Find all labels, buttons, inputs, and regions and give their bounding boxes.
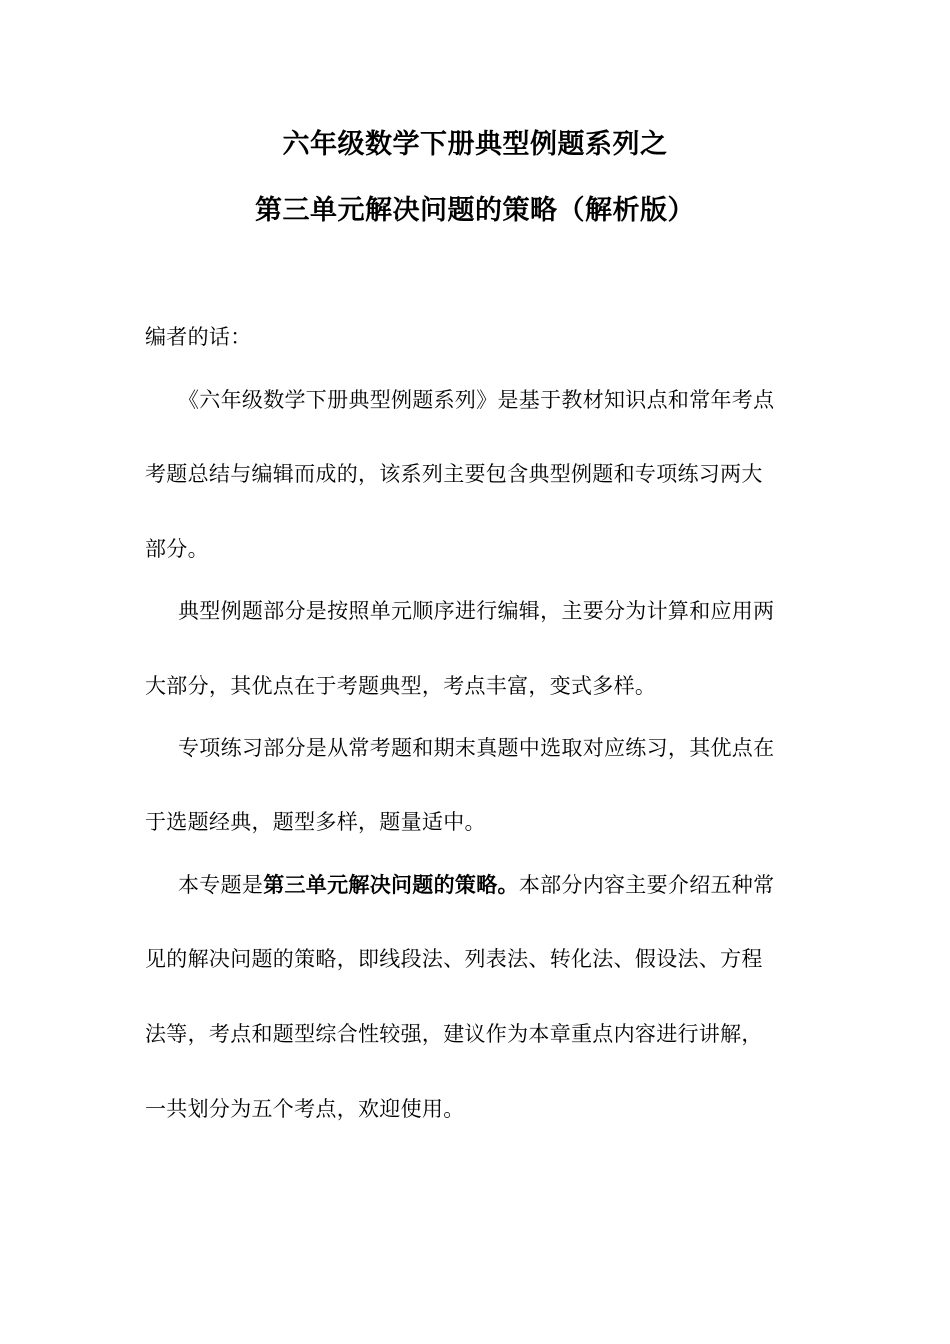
- document-title-line-1: 六年级数学下册典型例题系列之: [282, 129, 668, 160]
- paragraph-4-intro-text: 本专题是: [178, 873, 264, 897]
- paragraph-4-line-2: 见的解决问题的策略，即线段法、列表法、转化法、假设法、方程: [145, 947, 763, 971]
- paragraph-4-continuation-text: 本部分内容主要介绍五种常: [518, 873, 775, 897]
- paragraph-3-line-1: 专项练习部分是从常考题和期末真题中选取对应练习，其优点在: [178, 736, 775, 760]
- document-title-line-2: 第三单元解决问题的策略（解析版）: [255, 195, 695, 226]
- topic-name-highlight: 第三单元解决问题的策略。: [263, 873, 519, 897]
- paragraph-1-line-1: 《六年级数学下册典型例题系列》是基于教材知识点和常年考点: [178, 388, 775, 412]
- paragraph-2-line-2: 大部分，其优点在于考题典型，考点丰富，变式多样。: [145, 674, 657, 698]
- paragraph-4-line-1: [178, 871, 810, 899]
- paragraph-1-line-2: 考题总结与编辑而成的，该系列主要包含典型例题和专项练习两大: [145, 462, 763, 486]
- paragraph-4-line-3: 法等，考点和题型综合性较强，建议作为本章重点内容进行讲解，: [145, 1022, 763, 1046]
- paragraph-4-line-4: 一共划分为五个考点，欢迎使用。: [145, 1097, 465, 1121]
- paragraph-3-line-2: 于选题经典，题型多样，题量适中。: [145, 810, 486, 834]
- paragraph-2-line-1: 典型例题部分是按照单元顺序进行编辑，主要分为计算和应用两: [178, 599, 775, 623]
- editor-note-label: 编者的话：: [145, 325, 252, 349]
- paragraph-1-line-3: 部分。: [145, 537, 209, 561]
